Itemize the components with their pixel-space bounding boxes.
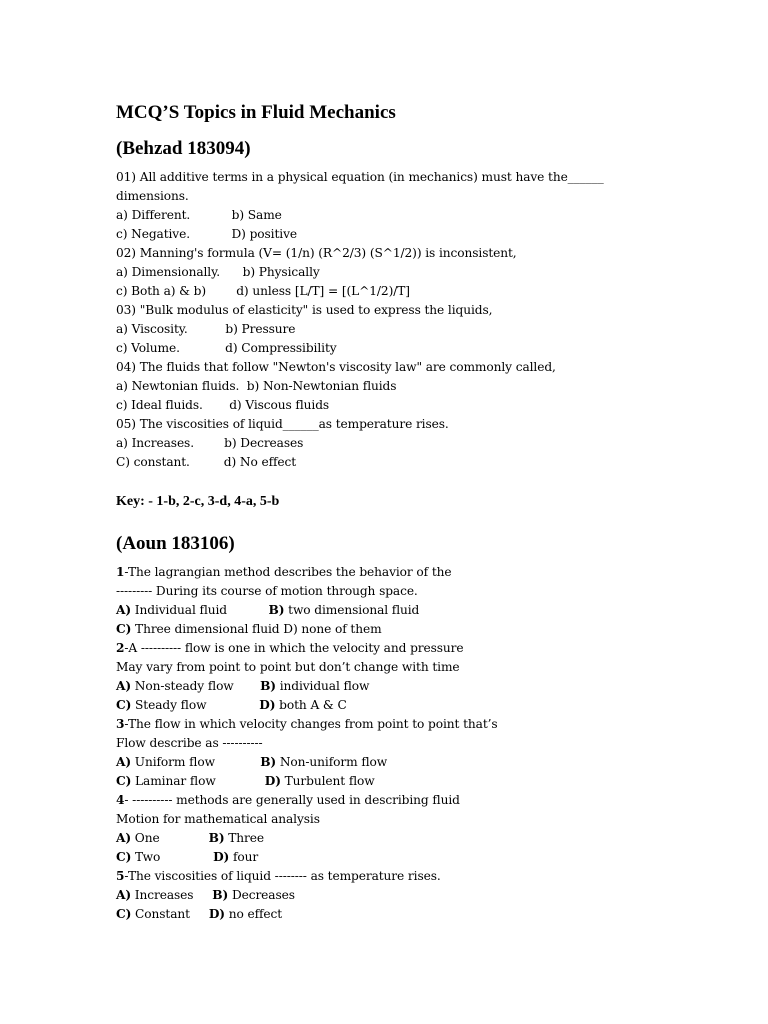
line-text: -The viscosities of liquid -------- as temperature rises.	[124, 869, 441, 883]
line-text: Two	[131, 850, 214, 864]
document-page	[116, 100, 716, 924]
option-marker: D)	[208, 907, 225, 921]
line-text: Flow describe as ----------	[116, 736, 263, 750]
line-text: -The flow in which velocity changes from point to point that’s	[124, 717, 498, 731]
option-marker: B)	[268, 603, 285, 617]
question-line	[116, 620, 716, 639]
line-text: individual flow	[275, 679, 370, 693]
line-text: One	[131, 831, 209, 845]
option-marker: D)	[264, 774, 281, 788]
line-text: Non-uniform flow	[276, 755, 388, 769]
line-text: Constant	[131, 907, 209, 921]
question-line	[116, 715, 716, 734]
question-line: a) Viscosity. b) Pressure	[116, 322, 296, 336]
line-text: Turbulent flow	[280, 774, 375, 788]
question-line	[116, 677, 716, 696]
question-line	[116, 791, 716, 810]
question-line: C) constant. d) No effect	[116, 455, 297, 469]
option-marker: D)	[213, 850, 230, 864]
section-heading: (Behzad 183094)	[116, 138, 251, 159]
option-marker: 2	[116, 641, 125, 655]
line-text: Three	[224, 831, 265, 845]
line-text: Non-steady flow	[131, 679, 261, 693]
line-text: two dimensional fluid	[284, 603, 420, 617]
question-line	[116, 867, 716, 886]
line-text: --------- During its course of motion through space.	[116, 584, 418, 598]
question-line: 05) The viscosities of liquid______as temperature rises.	[116, 417, 449, 431]
option-marker: B)	[260, 755, 277, 769]
section-spacer	[116, 511, 716, 531]
question-line	[116, 734, 716, 753]
question-line	[116, 753, 716, 772]
line-text: -A ---------- flow is one in which the velocity and pressure	[124, 641, 464, 655]
line-text: four	[229, 850, 259, 864]
question-list	[116, 563, 716, 924]
line-text: Increases	[131, 888, 213, 902]
question-line: 04) The fluids that follow "Newton's viscosity law" are commonly called,	[116, 360, 556, 374]
line-text: no effect	[224, 907, 283, 921]
question-line: 02) Manning's formula (V= (1/n) (R^2/3) (S^1/2)) is inconsistent,	[116, 246, 517, 260]
question-line	[116, 886, 716, 905]
question-line: c) Both a) & b) d) unless [L/T] = [(L^1/2)/T]	[116, 284, 410, 298]
question-line	[116, 601, 716, 620]
answer-key: Key: - 1-b, 2-c, 3-d, 4-a, 5-b	[116, 494, 280, 509]
question-line	[116, 563, 716, 582]
option-marker: A)	[116, 679, 132, 693]
question-line: c) Volume. d) Compressibility	[116, 341, 337, 355]
question-line: 01) All additive terms in a physical equation (in mechanics) must have the______	[116, 170, 604, 184]
section-behzad	[116, 136, 716, 511]
question-line	[116, 639, 716, 658]
question-line: a) Different. b) Same	[116, 208, 282, 222]
question-line	[116, 848, 716, 867]
line-text: -The lagrangian method describes the behavior of the	[124, 565, 452, 579]
question-line: dimensions.	[116, 189, 189, 203]
option-marker: 1	[116, 565, 125, 579]
option-marker: B)	[212, 888, 229, 902]
section-heading: (Aoun 183106)	[116, 533, 235, 554]
option-marker: C)	[116, 850, 132, 864]
line-text: Decreases	[228, 888, 295, 902]
option-marker: B)	[260, 679, 276, 693]
option-marker: A)	[116, 755, 132, 769]
question-line: a) Increases. b) Decreases	[116, 436, 304, 450]
section-aoun	[116, 531, 716, 924]
question-line	[116, 696, 716, 715]
option-marker: 5	[116, 869, 125, 883]
question-line: c) Negative. D) positive	[116, 227, 297, 241]
line-text: Individual fluid	[131, 603, 269, 617]
option-marker: 3	[116, 717, 125, 731]
line-text: Uniform flow	[131, 755, 261, 769]
line-text: Three dimensional fluid D) none of them	[131, 622, 382, 636]
question-line: c) Ideal fluids. d) Viscous fluids	[116, 398, 330, 412]
option-marker: C)	[116, 622, 132, 636]
line-text: Motion for mathematical analysis	[116, 812, 320, 826]
line-text: May vary from point to point but don’t change with time	[116, 660, 460, 674]
question-list	[116, 168, 716, 472]
question-line	[116, 810, 716, 829]
document-title: MCQ’S Topics in Fluid Mechanics	[116, 102, 396, 123]
option-marker: B)	[208, 831, 225, 845]
line-text: both A & C	[275, 698, 347, 712]
question-line	[116, 582, 716, 601]
line-text: Steady flow	[131, 698, 260, 712]
question-line: a) Newtonian fluids. b) Non-Newtonian fluids	[116, 379, 397, 393]
option-marker: C)	[116, 698, 132, 712]
question-line: 03) "Bulk modulus of elasticity" is used to express the liquids,	[116, 303, 493, 317]
option-marker: A)	[116, 831, 132, 845]
option-marker: A)	[116, 888, 132, 902]
option-marker: C)	[116, 774, 132, 788]
question-line: a) Dimensionally. b) Physically	[116, 265, 320, 279]
line-text: - ---------- methods are generally used in describing fluid	[124, 793, 460, 807]
option-marker: A)	[116, 603, 132, 617]
question-line	[116, 905, 716, 924]
option-marker: C)	[116, 907, 132, 921]
question-line	[116, 658, 716, 677]
option-marker: D)	[259, 698, 276, 712]
option-marker: 4	[116, 793, 125, 807]
question-line	[116, 829, 716, 848]
line-text: Laminar flow	[131, 774, 265, 788]
question-line	[116, 772, 716, 791]
